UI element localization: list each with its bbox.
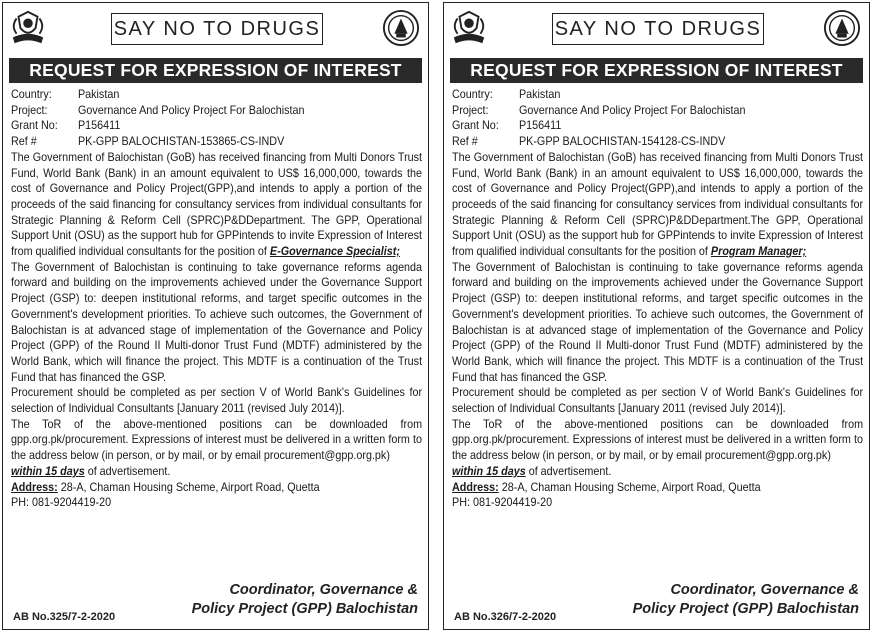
ref-label: Ref # xyxy=(11,135,37,149)
grant-label: Grant No: xyxy=(11,119,58,133)
signature-line-1: Coordinator, Governance & xyxy=(670,582,859,598)
phone-line: PH: 081-9204419-20 xyxy=(452,496,553,510)
deadline: within 15 days xyxy=(452,464,526,478)
department-seal-icon xyxy=(823,9,861,47)
government-emblem-icon xyxy=(9,9,47,47)
project-value: Governance And Policy Project For Balochistan xyxy=(77,103,305,117)
paragraph-procurement: Procurement should be completed as per section V of World Bank's Guidelines for selection of Individual Consultants [January 2011 (revised July 2014)]. xyxy=(452,386,864,416)
project-label: Project: xyxy=(452,103,489,117)
paragraph-financing-text: The Government of Balochistan (GoB) has received financing from Multi Donors Trust Fund, World Bank (Bank) in an amount equivalent to US$ 16,000,000, towards the cost of Governance and Policy Project(GPP),and intends to apply a portion of the proceeds of the said financing for consultancy services from individual consultants for Strategic Planning & Reform Cell (SPRC)P&DDepartment. The GPP, Operational Support Unit (OSU) as the support hub for GPPintends to invite Expression of Interest from qualified individual consultants for the position of xyxy=(11,150,423,259)
ref-value: PK-GPP BALOCHISTAN-153865-CS-INDV xyxy=(77,135,285,149)
title-banner: REQUEST FOR EXPRESSION OF INTEREST xyxy=(9,58,422,83)
phone-line: PH: 081-9204419-20 xyxy=(11,496,112,510)
grant-value: P156411 xyxy=(518,119,562,133)
country-label: Country: xyxy=(452,88,493,101)
paragraph-procurement: Procurement should be completed as per section V of World Bank's Guidelines for selection of Individual Consultants [January 2011 (revised July 2014)]. xyxy=(11,386,423,416)
signature-line-2: Policy Project (GPP) Balochistan xyxy=(632,601,859,617)
address-label: Address: xyxy=(452,480,499,494)
position-title: Program Manager; xyxy=(710,245,807,259)
ad-body xyxy=(452,87,863,511)
project-value: Governance And Policy Project For Balochistan xyxy=(518,103,746,117)
address-value: 28-A, Chaman Housing Scheme, Airport Road, Quetta xyxy=(498,480,761,494)
address-line xyxy=(452,480,863,496)
signature-line-1: Coordinator, Governance & xyxy=(229,582,418,598)
meta-block xyxy=(452,87,863,150)
paragraph-tor: The ToR of the above-mentioned positions can be downloaded from gpp.org.pk/procurement. Expressions of interest must be delivered in a written form to the address below (in person, or by mail, or by email procurement@gpp.org.pk) xyxy=(11,417,423,463)
department-seal-icon xyxy=(382,9,420,47)
paragraph-financing xyxy=(452,150,863,260)
paragraph-reforms: The Government of Balochistan is continuing to take governance reforms agenda forward and building on the improvements achieved under the Governance Support Project (GSP) to: deepen institutional reforms, and target specific outcomes in the Government's development priorities. To achieve such outcomes, the Government of Balochistan is at advanced stage of implementation of the Governance and Policy Project (GPP) of the Round II Multi-donor Trust Fund (MDTF) administered by the World Bank, which will finance the project. This MDTF is a continuation of the Trust Fund that has financed the GSP. xyxy=(11,260,423,384)
grant-label: Grant No: xyxy=(452,119,499,133)
ad-body xyxy=(11,87,422,511)
position-title: E-Governance Specialist; xyxy=(269,245,400,259)
ref-value: PK-GPP BALOCHISTAN-154128-CS-INDV xyxy=(518,135,726,149)
ref-label: Ref # xyxy=(452,135,478,149)
grant-value: P156411 xyxy=(77,119,121,133)
deadline: within 15 days xyxy=(11,464,85,478)
slogan-box: SAY NO TO DRUGS xyxy=(552,13,764,45)
deadline-rest: of advertisement. xyxy=(84,464,171,478)
paragraph-financing xyxy=(11,150,422,260)
title-banner: REQUEST FOR EXPRESSION OF INTEREST xyxy=(450,58,863,83)
paragraph-financing-text: The Government of Balochistan (GoB) has received financing from Multi Donors Trust Fund, World Bank (Bank) in an amount equivalent to US$ 16,000,000, towards the cost of Governance and Policy Project(GPP),and intends to apply a portion of the proceeds of the said financing for consultancy services from individual consultants for Strategic Planning & Reform Cell (SPRC)P&DDepartment.The GPP, Operational Support Unit (OSU) as the support hub for GPPintends to invite Expression of Interest from qualified individual consultants for the position of xyxy=(452,150,864,259)
ad-number: AB No.326/7-2-2020 xyxy=(454,611,557,623)
meta-block xyxy=(11,87,422,150)
country-value: Pakistan xyxy=(77,88,120,101)
signature-block xyxy=(192,581,418,619)
deadline-line xyxy=(452,464,863,480)
signature-line-2: Policy Project (GPP) Balochistan xyxy=(191,601,418,617)
advertisement-right xyxy=(443,2,870,630)
ad-number: AB No.325/7-2-2020 xyxy=(13,611,116,623)
project-label: Project: xyxy=(11,103,48,117)
address-line xyxy=(11,480,422,496)
country-label: Country: xyxy=(11,88,52,101)
government-emblem-icon xyxy=(450,9,488,47)
deadline-line xyxy=(11,464,422,480)
deadline-rest: of advertisement. xyxy=(525,464,612,478)
address-label: Address: xyxy=(11,480,58,494)
advertisement-left xyxy=(2,2,429,630)
country-value: Pakistan xyxy=(518,88,561,101)
address-value: 28-A, Chaman Housing Scheme, Airport Road, Quetta xyxy=(57,480,320,494)
paragraph-reforms: The Government of Balochistan is continuing to take governance reforms agenda forward and building on the improvements achieved under the Governance Support Project (GSP) to: deepen institutional reforms, and target specific outcomes in the Government's development priorities. To achieve such outcomes, the Government of Balochistan is at advanced stage of implementation of the Governance and Policy Project (GPP) of the Round II Multi-donor Trust Fund (MDTF) administered by the World Bank, which will finance the project. This MDTF is a continuation of the Trust Fund that has financed the GSP. xyxy=(452,260,864,384)
signature-block xyxy=(633,581,859,619)
paragraph-tor: The ToR of the above-mentioned positions can be downloaded from gpp.org.pk/procurement. Expressions of interest must be delivered in a written form to the address below (in person, or by mail, or by email procurement@gpp.org.pk) xyxy=(452,417,864,463)
slogan-box: SAY NO TO DRUGS xyxy=(111,13,323,45)
